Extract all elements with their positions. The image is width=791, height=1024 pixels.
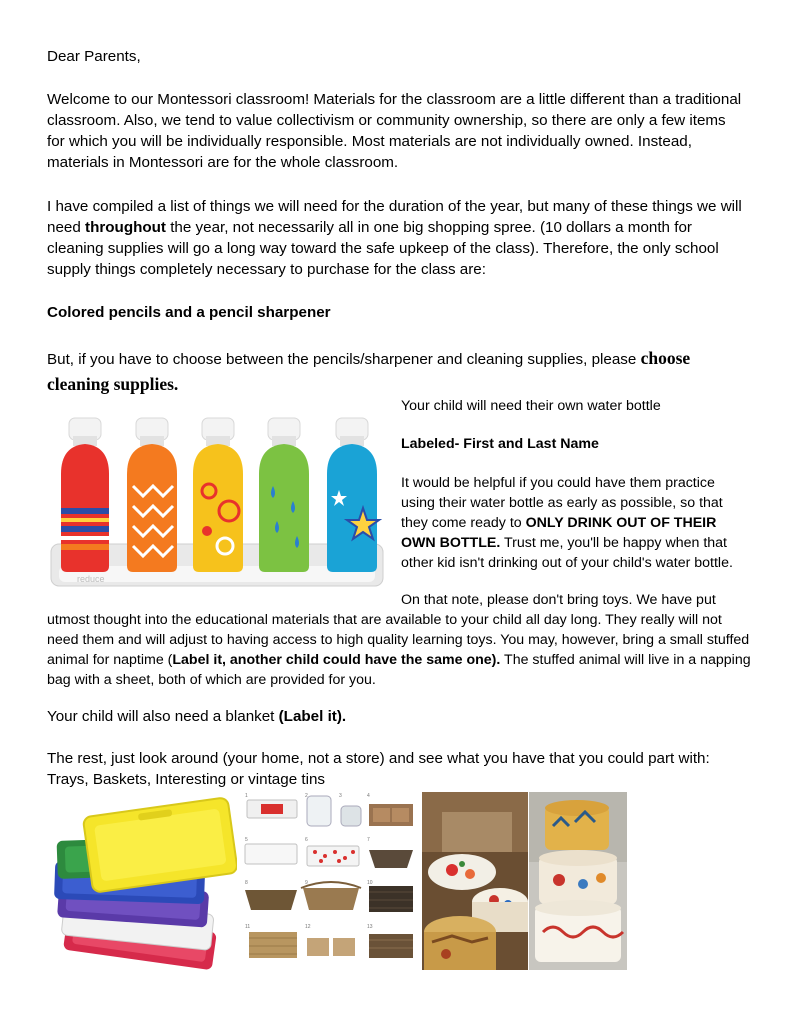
bottle-practice-emphasis: ONLY DRINK OUT OF THEIR OWN BOTTLE. xyxy=(401,515,717,551)
svg-text:3: 3 xyxy=(339,793,342,799)
required-item xyxy=(47,302,747,323)
supply-list-emphasis: throughout xyxy=(85,219,166,236)
svg-text:5: 5 xyxy=(245,837,248,843)
choose-paragraph xyxy=(47,346,747,398)
toys-text-1: utmost thought into the educational materials that are available to your child all day long. They really will not need them and will adjust to having access to high quality learning toys. You may, however, bring a small stuffed animal for naptime ( xyxy=(47,612,750,668)
svg-text:7: 7 xyxy=(367,837,370,843)
toys-first-line: On that note, please don't bring toys. We have put xyxy=(401,592,716,608)
tins-image-2 xyxy=(529,792,627,970)
required-item-text: Colored pencils and a pencil sharpener xyxy=(47,304,331,321)
toys-emphasis: Label it, another child could have the same one). xyxy=(172,652,501,668)
blanket-emphasis: (Label it). xyxy=(278,708,347,725)
blanket-text: Your child will also need a blanket xyxy=(47,708,279,725)
intro-paragraph: Welcome to our Montessori classroom! Materials for the classroom are a little different than a traditional classroom. Also, we tend to value collectivism or community ownership, so there are only a few items for which you will be individually responsible. Most materials are not individually owned. Instead, materials in Montessori are for the whole classroom. xyxy=(47,91,742,171)
bottle-practice-paragraph xyxy=(401,473,746,573)
baskets-image xyxy=(241,792,419,970)
bottle-label-instruction xyxy=(401,434,746,454)
supply-list-text-2: the year, not necessarily all in one big shopping spree. (10 dollars a month for cleaning supplies will go a long way toward the safe upkeep of the class). Therefore, the only school supply things completely necessary to purchase for the class are: xyxy=(47,219,719,278)
supply-list-text-1: I have compiled a list of things we will need for the duration of the year, but many of these things we will need xyxy=(47,198,742,236)
svg-text:8: 8 xyxy=(245,880,248,886)
choose-text: But, if you have to choose between the pencils/sharpener and cleaning supplies, please xyxy=(47,351,641,368)
bottle-line: Your child will need their own water bottle xyxy=(401,398,661,414)
svg-text:1: 1 xyxy=(245,793,248,799)
toys-paragraph xyxy=(47,610,752,690)
svg-text:2: 2 xyxy=(305,793,308,799)
svg-text:13: 13 xyxy=(367,924,373,930)
bottle-brand-text: reduce xyxy=(77,574,105,584)
bottle-practice-text-1: It would be helpful if you could have them practice using their water bottle as early as possible, so that they come ready to xyxy=(401,475,723,531)
svg-text:9: 9 xyxy=(305,880,308,886)
bottle-label-text: Labeled- First and Last Name xyxy=(401,436,599,452)
bottle-practice-text-2: Trust me, you'll be happy when that other kid isn't drinking out of your child's water bottle. xyxy=(401,535,733,571)
greeting: Dear Parents, xyxy=(47,48,141,65)
tins-image-1 xyxy=(422,792,528,970)
water-bottles-image xyxy=(47,416,387,590)
svg-text:11: 11 xyxy=(245,924,251,930)
toys-text-2: The stuffed animal will live in a napping bag with a sheet, both of which are provided for you. xyxy=(47,652,751,688)
supply-list-paragraph xyxy=(47,196,747,280)
svg-text:10: 10 xyxy=(367,880,373,886)
rest-paragraph: The rest, just look around (your home, not a store) and see what you have that you could part with: Trays, Baskets, Interesting or vintage tins xyxy=(47,750,710,788)
svg-text:12: 12 xyxy=(305,924,311,930)
choose-emphasis: choose cleaning supplies. xyxy=(47,348,691,394)
blanket-line xyxy=(47,706,747,727)
svg-text:4: 4 xyxy=(367,793,370,799)
trays-image xyxy=(47,792,237,970)
svg-text:6: 6 xyxy=(305,837,308,843)
